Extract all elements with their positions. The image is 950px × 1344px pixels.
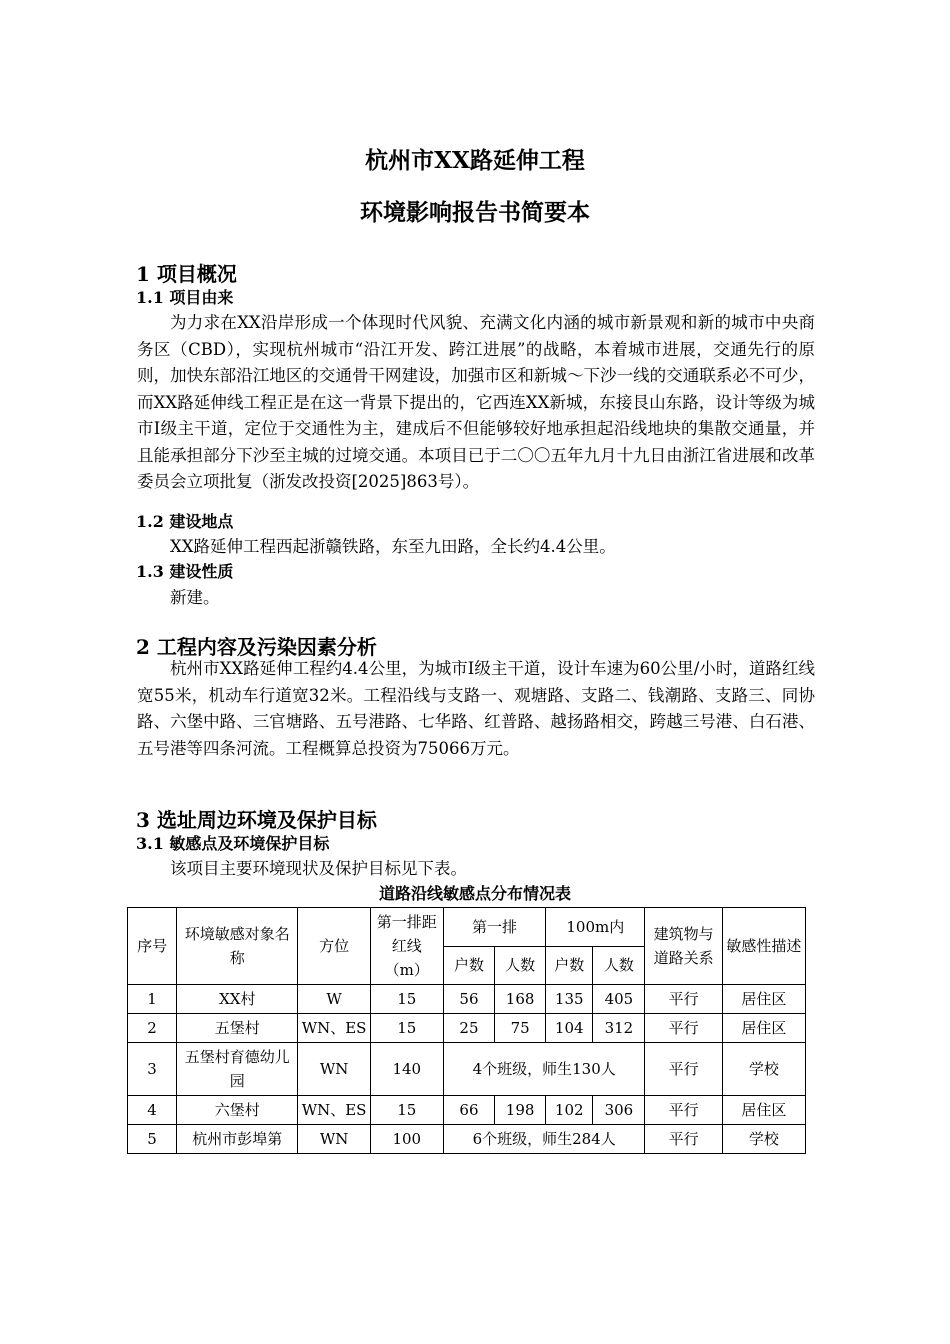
cell-seq: 5 (128, 1125, 177, 1154)
cell-distance: 15 (370, 1096, 443, 1125)
section-1-2-heading: 1.2 建设地点 (136, 512, 234, 531)
cell-first-row-households: 66 (443, 1096, 494, 1125)
cell-description: 学校 (722, 1125, 805, 1154)
header-people: 人数 (593, 946, 645, 985)
cell-description: 居住区 (722, 1014, 805, 1043)
cell-direction: W (298, 985, 370, 1014)
cell-relation: 平行 (645, 1043, 722, 1096)
cell-first-row-households: 56 (443, 985, 494, 1014)
table-row (128, 1096, 806, 1125)
cell-relation: 平行 (645, 1125, 722, 1154)
cell-name: 五堡村育德幼儿园 (177, 1043, 298, 1096)
sensitive-points-table (127, 907, 806, 1154)
cell-100m-people: 405 (593, 985, 645, 1014)
header-within-100m: 100m内 (546, 908, 645, 947)
cell-description: 居住区 (722, 985, 805, 1014)
cell-100m-people: 312 (593, 1014, 645, 1043)
table-header-row (128, 908, 806, 947)
cell-name: 六堡村 (177, 1096, 298, 1125)
section-2-body: 杭州市XX路延伸工程约4.4公里，为城市Ⅰ级主干道，设计车速为60公里/小时，道路红线宽55米，机动车行道宽32米。工程沿线与支路一、观塘路、支路二、钱潮路、支路三、同协路、六堡中路、三官塘路、五号港路、七华路、红普路、越扬路相交，跨越三号港、白石港、五号港等四条河流。工程概算总投资为75066万元。 (137, 659, 815, 758)
cell-seq: 2 (128, 1014, 177, 1043)
cell-merged-counts: 4个班级，师生130人 (443, 1043, 645, 1096)
header-first-row: 第一排 (443, 908, 545, 947)
cell-seq: 1 (128, 985, 177, 1014)
cell-merged-counts: 6个班级，师生284人 (443, 1125, 645, 1154)
cell-description: 学校 (722, 1043, 805, 1096)
cell-first-row-people: 168 (495, 985, 546, 1014)
cell-seq: 3 (128, 1043, 177, 1096)
cell-direction: WN (298, 1043, 370, 1096)
cell-seq: 4 (128, 1096, 177, 1125)
cell-name: XX村 (177, 985, 298, 1014)
cell-name: 杭州市彭埠第 (177, 1125, 298, 1154)
cell-relation: 平行 (645, 1014, 722, 1043)
cell-description: 居住区 (722, 1096, 805, 1125)
table-row (128, 1125, 806, 1154)
cell-100m-people: 306 (593, 1096, 645, 1125)
header-relation: 建筑物与道路关系 (645, 908, 722, 985)
cell-first-row-people: 75 (495, 1014, 546, 1043)
table-row (128, 985, 806, 1014)
document-title: 杭州市XX路延伸工程 (365, 147, 585, 174)
header-people: 人数 (495, 946, 546, 985)
table-row (128, 1014, 806, 1043)
header-households: 户数 (546, 946, 593, 985)
document-subtitle: 环境影响报告书简要本 (360, 199, 590, 226)
section-3-1-heading: 3.1 敏感点及环境保护目标 (136, 834, 330, 853)
cell-direction: WN (298, 1125, 370, 1154)
header-first-row-distance: 第一排距红线（m） (370, 908, 443, 985)
section-3-heading: 3 选址周边环境及保护目标 (136, 808, 377, 832)
section-1-2-body: XX路延伸工程西起浙赣铁路，东至九田路，全长约4.4公里。 (170, 537, 616, 556)
section-1-1-heading: 1.1 项目由来 (136, 288, 234, 307)
section-1-3-body: 新建。 (170, 588, 220, 607)
header-direction: 方位 (298, 908, 370, 985)
section-1-1-body: 为力求在XX沿岸形成一个体现时代风貌、充满文化内涵的城市新景观和新的城市中央商务区（CBD），实现杭州城市“沿江开发、跨江进展”的战略，本着城市进展，交通先行的原则，加快东部沿江地区的交通骨干网建设，加强市区和新城～下沙一线的交通联系必不可少，而XX路延伸线工程正是在这一背景下提出的，它西连XX新城，东接艮山东路，设计等级为城市Ⅰ级主干道，定位于交通性为主，建成后不但能够较好地承担起沿线地块的集散交通量，并且能承担部分下沙至主城的过境交通。本项目已于二〇〇五年九月十九日由浙江省进展和改革委员会立项批复（浙发改投资[2025]863号）。 (137, 313, 815, 491)
cell-first-row-households: 25 (443, 1014, 494, 1043)
cell-direction: WN、ES (298, 1096, 370, 1125)
cell-distance: 15 (370, 985, 443, 1014)
cell-100m-households: 104 (546, 1014, 593, 1043)
table-caption: 道路沿线敏感点分布情况表 (378, 884, 571, 903)
cell-relation: 平行 (645, 985, 722, 1014)
section-1-heading: 1 项目概况 (136, 262, 237, 286)
header-description: 敏感性描述 (722, 908, 805, 985)
section-1-3-heading: 1.3 建设性质 (136, 562, 234, 581)
cell-first-row-people: 198 (495, 1096, 546, 1125)
cell-name: 五堡村 (177, 1014, 298, 1043)
cell-distance: 15 (370, 1014, 443, 1043)
cell-100m-households: 135 (546, 985, 593, 1014)
section-2-heading: 2 工程内容及污染因素分析 (136, 635, 377, 659)
header-households: 户数 (443, 946, 494, 985)
cell-distance: 140 (370, 1043, 443, 1096)
table-row (128, 1043, 806, 1096)
cell-100m-households: 102 (546, 1096, 593, 1125)
cell-direction: WN、ES (298, 1014, 370, 1043)
section-3-1-body: 该项目主要环境现状及保护目标见下表。 (170, 859, 467, 878)
cell-distance: 100 (370, 1125, 443, 1154)
header-name: 环境敏感对象名称 (177, 908, 298, 985)
header-seq: 序号 (128, 908, 177, 985)
cell-relation: 平行 (645, 1096, 722, 1125)
